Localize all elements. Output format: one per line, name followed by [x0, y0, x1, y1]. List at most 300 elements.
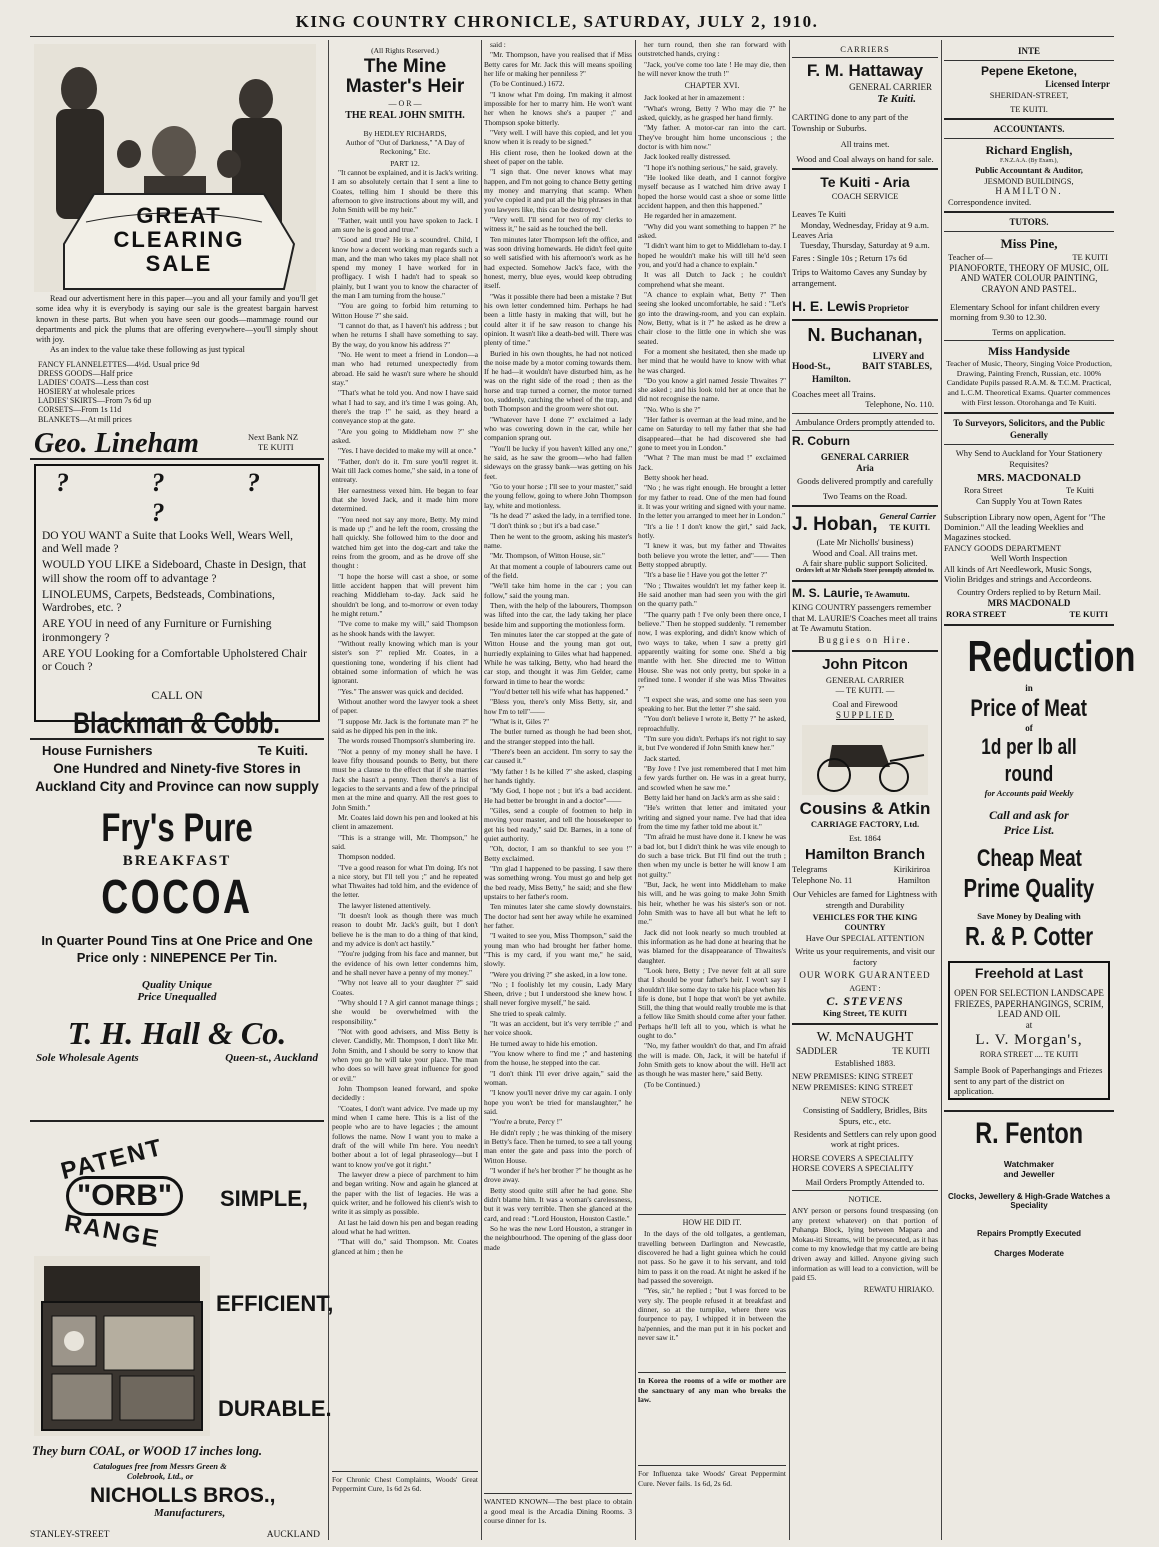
story-paragraph: "Good and true? He is a scoundrel. Child, I know how a decent working man regards such a man, and the man who takes my place shall not spend my money I have worked for in profligacy. I wish I hadn't had to speak so plainly, but I want you to know the character of the man I am turning from the house." [332, 235, 478, 301]
new-premises: NEW PREMISES: KING STREET [792, 1071, 913, 1082]
story-paragraph: "It cannot be explained, and it is Jack's writing. I am so absolutely certain that I sent a line to Coates, telling him I should be there this afternoon to give instructions about my will, and John Smith will be my heir." [332, 167, 478, 215]
story-paragraph: "Why should I ? A girl cannot manage things ; she would be overwhelmed with the responsibility." [332, 998, 478, 1026]
pitcon-carrier: GENERAL CARRIER [825, 674, 905, 685]
story-paragraph: "Whatever have I done ?" exclaimed a lady who was cowering down in the car, while her companion sprang out. [484, 414, 632, 443]
story-paragraph: "Oh, doctor, I am so thankful to see you !" Betty exclaimed. [484, 844, 632, 863]
sale-intro: Read our advertisment here in this paper—you and all your family and you'll get some idea why it is everybody is saying our sale is the greatest bargain harvest known in these parts. But when you have seen our goods—mammage round our departments and pick the plums that are offering everywhere—you'll simply shout with joy. [36, 294, 318, 344]
te-kuiti-label: Te Kuiti. [257, 743, 308, 759]
story-author: Author of "Out of Darkness," "A Day of Reckoning," Etc. [345, 137, 465, 156]
buchanan-hamilton: Hamilton. [812, 373, 851, 384]
hattaway-town: Te Kuiti. [877, 93, 916, 106]
story-paragraph: She tried to speak calmly. [490, 1008, 567, 1018]
story-paragraph: The words roused Thompson's slumbering ire. [338, 736, 476, 746]
special-attention: Have Our SPECIAL ATTENTION [805, 933, 925, 944]
pitcon-name: John Pitcon [822, 656, 908, 674]
correspondence: Correspondence invited. [948, 196, 1032, 207]
sale-item: LADIES' SKIRTS—From 7s 6d up [38, 396, 152, 406]
clocks-jewellery: Clocks, Jewellery & High-Grade Watches a Speciality [948, 1191, 1110, 1211]
house-furnishers: House Furnishers [42, 743, 153, 759]
subscription-library: Subscription Library now open, Agent for "The Dominion." All the leading Weeklies and Magazines stocked. [944, 511, 1106, 543]
teacher-of: Teacher of— [948, 252, 993, 263]
stevens-name: C. STEVENS [826, 993, 904, 1008]
new-premises: NEW PREMISES: KING STREET [792, 1081, 913, 1092]
story-paragraph: The butler turned as though he had been shot, and the stranger stepped into the hall. [484, 727, 632, 746]
story-paragraph: her turn round, then she ran forward with outstretched hands, crying : [638, 40, 786, 59]
interpreter-heading: INTE [1017, 46, 1040, 56]
range-label: RANGE [62, 1209, 163, 1254]
story-paragraph: "It doesn't look as though there was much reason to doubt Mr. Jack's guilt, but I don't believe he is the man to do a thing of that kind, and my advice is don't act hastily." [332, 911, 478, 949]
furniture-question: DO YOU WANT a Suite that Looks Well, Wears Well, and Well made ? [42, 530, 293, 556]
reduction-in: in [1025, 683, 1033, 694]
fenton-name: R. Fenton [975, 1117, 1083, 1151]
fnzaa: F.N.Z.A.A. (By Exam.), [999, 157, 1058, 164]
fair-share: A fair share public support Solicited. [802, 557, 928, 568]
buchanan-telephone: Telephone, No. 110. [865, 399, 934, 410]
story-paragraph: It was all Dutch to Jack ; he couldn't comprehend what she meant. [638, 270, 786, 289]
king-street: King Street, TE KUITI [822, 1008, 908, 1019]
cousins-atkin: Cousins & Atkin [799, 798, 931, 818]
column-ads-left [30, 40, 334, 1545]
story-paragraph: "Without really knowing which man is your sister's son ?" replied Mr. Coates, in a questioning tone, wondering if his client had obtained some information of which he was ignorant. [332, 638, 478, 686]
story-paragraph: "Yes. I have decided to make my will at once." [338, 446, 477, 456]
story-paragraph: Ten minutes later the car stopped at the gate of Witton House and the young man got out, hurriedly explaining to Giles what had happened. While he was talking, Betty, who had heard the car stop, and thought it was Jim Gelder, came forward in time to hear the words: [484, 630, 632, 686]
goods-delivered: Goods delivered promptly and carefully [797, 476, 933, 487]
write-us: Write us your requirements, and visit our factory [795, 946, 935, 967]
coburn-carrier: GENERAL CARRIER [820, 451, 910, 462]
column-divider [789, 40, 790, 1540]
story-paragraph: He regarded her in amazement. [644, 211, 737, 221]
sale-banner: GREAT CLEARING SALE [113, 203, 245, 276]
coach-service: COACH SERVICE [831, 190, 899, 201]
story-paragraph: "It's a lie ! I don't know the girl," said Jack, hotly. [638, 521, 786, 541]
public-accountant: Public Accountant & Auditor, [975, 165, 1083, 176]
queen-st: Queen-st., Auckland [225, 1052, 318, 1065]
story-paragraph: "But, Jack, he went into Middleham to make his will, and he was going to make John Smith his heir, whether he was his sister's son or not. John Smith was to have all but what he left to me." [638, 879, 786, 927]
story-paragraph: "Yes, sir," he replied ; "but I was forced to be very sly. The people refused it at breakfast and dinner, so at the turnpike, where there was fourpence to pay, I whipped it in between the ha'pennies, and the man put it in his pocket and never saw it." [638, 1286, 786, 1342]
english-hamilton: HAMILTON. [995, 185, 1063, 196]
rora-street-2: RORA STREET [946, 608, 1007, 619]
story-paragraph: "Are you going to Middleham now ?" she asked. [332, 426, 478, 446]
pepene-town: TE KUITI. [1010, 103, 1048, 114]
nicholls-bros: NICHOLLS BROS., [90, 1484, 276, 1507]
story-paragraph: "The quarry path ! I've only been there once, I believe." Then he stopped suddenly. "I remember now, I was exploring, and didn't know which of two ways to take, when I saw a pretty girl apparently waiting for some one. She'd a big mantle with her. She directed me to Witton House. She was not only pretty, but spoke in a refined tone. I wonder if she was Miss Thwaites ?" [638, 609, 786, 694]
story-paragraph: "You're a brute, Percy !" [490, 1117, 563, 1127]
vehicles-king-country: VEHICLES FOR THE KING COUNTRY [812, 913, 918, 933]
story-paragraph: "My father ! Is he killed ?" she asked, clasping her hands tightly. [484, 766, 632, 785]
korea-note: In Korea the rooms of a wife or mother are the sanctuary of any man who breaks the law. [638, 1376, 786, 1405]
story-paragraph: "Mr. Thompson, of Witton House, sir." [490, 551, 605, 561]
waitomo-trips: Trips to Waitomo Caves any Sunday by arrangement. [792, 267, 927, 288]
macdonald-town-2: TE KUITI [1069, 608, 1108, 619]
carriers-heading: CARRIERS [840, 44, 890, 54]
story-paragraph: "A chance to explain what, Betty ?" Then seeing she looked uncomfortable, he said : "Let's go into the drawing-room, and you can explain. Now, Betty, what is it ?" he asked as he drew a chair close to the little one in which she was seated. [638, 289, 786, 346]
new-stock: NEW STOCK [840, 1095, 890, 1105]
sale-item: HOSIERY at wholesale prices [38, 387, 135, 397]
furniture-question: ARE YOU in need of any Furniture or Furnishing ironmongery ? [42, 618, 272, 644]
story-part: PART 12. [390, 158, 420, 168]
surveyors-heading: To Surveyors, Solicitors, and the Public Generally [953, 417, 1105, 440]
jesmond-buildings: JESMOND BUILDINGS, [984, 175, 1074, 186]
sale-illustration [34, 44, 316, 292]
story-by: By HEDLEY RICHARDS, [363, 128, 447, 138]
story-paragraph: "You're judging from his face and manner, but the evidence of his own letter condemns him, and he shall never have a penny of my money." [332, 949, 478, 978]
column-story-3 [638, 40, 786, 1545]
story-paragraph: "That will do," said Thompson. Mr. Coates glanced at him ; then he [332, 1237, 478, 1256]
story-paragraph: (To be Continued.) [644, 1079, 700, 1089]
furniture-question: LINOLEUMS, Carpets, Bedsteads, Combinations, Wardrobes, etc. ? [42, 588, 275, 615]
hoban-te-kuiti: TE KUITI. [889, 522, 930, 533]
established-1883: Established 1883. [834, 1057, 896, 1068]
masthead: KING COUNTRY CHRONICLE, SATURDAY, JULY 2, 1910. [295, 12, 819, 31]
bait-stables: BAIT STABLES, [862, 361, 932, 372]
story-paragraph: "No ; he was right enough. He brought a letter for my father to read. One of the men had found it. It was your writing and signed with your name. In the letter you arranged to meet her in London." [638, 483, 786, 521]
story-body [484, 40, 632, 1490]
story-paragraph: Then, with the help of the labourers, Thompson was lifted into the car, the lady taking her place beside him and supporting the motionless form. [484, 601, 632, 629]
story-paragraph: Mr. Coates laid down his pen and looked at his client in amazement. [332, 812, 478, 832]
cheap-meat: Cheap Meat [976, 844, 1082, 872]
story-paragraph: "There's been an accident. I'm sorry to say the car caused it." [484, 746, 632, 766]
story-paragraph: "I've come to make my will," said Thompson as he shook hands with the lawyer. [332, 619, 478, 638]
frys-cocoa-ad [30, 760, 324, 1116]
story-paragraph: "It was an accident, but it's very terrible ;" and her voice shook. [484, 1019, 632, 1038]
story-paragraph: Jack looked really distressed. [644, 152, 731, 162]
story-paragraph: "I expect she was, and some one has seen you speaking to her. But the letter ?" she said. [638, 694, 786, 713]
vehicles-famed: Our Vehicles are famed for Lightness with strength and Durability [792, 889, 938, 910]
work-guaranteed: OUR WORK GUARANTEED [799, 970, 931, 981]
fares: Fares : Single 10s ; Return 17s 6d [792, 252, 907, 263]
story-paragraph: "Do you know a girl named Jessie Thwaites ?" she asked ; and his look told her at once that he did not recognise the name. [638, 375, 786, 404]
story-paragraph: "I hope the horse will cast a shoe, or some little accident happen that will prevent him reaching Middleham to-day. Jack said he shouldn't be long, and to-morrow or even today he might return." [332, 571, 478, 618]
sale-item: DRESS GOODS—Half price [38, 368, 133, 378]
story-body [638, 93, 786, 1211]
story-paragraph: "No ; I foolishly let my cousin, Lady Mary Sheen, drive ; but I understood she knew how. I shall never forgive myself," he said. [484, 979, 632, 1008]
story-paragraph: "I'm sure you didn't. Perhaps it's not right to say it, but I've wondered if John Smith knew her." [638, 733, 786, 753]
sale-item: BLANKETS—At mill prices [38, 414, 132, 424]
accountants-heading: ACCOUNTANTS. [993, 124, 1065, 135]
macdonald-name: MRS. MACDONALD [977, 471, 1081, 484]
story-paragraph: "Giles, send a couple of footmen to help in moving your master, and tell the housekeeper to get his bed ready," said Dr. Barnes, in a tone of quiet authority. [484, 805, 632, 843]
buggies-hire: Buggies on Hire. [818, 635, 912, 646]
orb-label: "ORB" [66, 1176, 183, 1216]
hamilton-town: Hamilton [897, 875, 930, 886]
story-paragraph: Betty stood quite still after he had gone. She didn't blame him. It was a woman's carelessness, but it was very terrible. Then she glanced at the card, and read : "Lord Houston, Houston Castle." [484, 1185, 632, 1223]
fancy-goods: FANCY GOODS DEPARTMENT [944, 542, 1062, 553]
furniture-question: ARE YOU Looking for a Comfortable Upholstered Chair or Couch ? [42, 647, 307, 673]
story-paragraph: For a moment she hesitated, then she made up her mind that he would have to know with what he was charged. [638, 346, 786, 375]
story-paragraph: "Bless you, there's only Miss Betty, sir, and how I'm to tell"—— [484, 697, 632, 716]
pine-town: TE KUITI [1072, 252, 1108, 263]
price-unequalled: Price Unequalled [137, 991, 217, 1004]
pine-subjects: PIANOFORTE, THEORY OF MUSIC, OIL AND WATER COLOUR PAINTING, CRAYON AND PASTEL. [949, 263, 1109, 294]
hoban-wood-coal: Wood and Coal. All trains met. [812, 547, 918, 558]
leaves-aria: Leaves Aria [792, 230, 833, 241]
freehold-title: Freehold at Last [974, 964, 1084, 981]
story-paragraph: "Her father is overman at the lead mine, and he came on Saturday to tell my father that she had disappeared—that he had discovered she had gone to meet you in London." [638, 415, 786, 453]
story-paragraph: "You are going to forbid him returning to Witton House ?" she said. [332, 301, 478, 320]
story-paragraph: "By Jove ! I've just remembered that I met him a few yards further on. He was in a great hurry, and scowled when he saw me." [638, 763, 786, 792]
open-for-selection: OPEN FOR SELECTION LANDSCAPE FRIEZES, PAPERHANGINGS, SCRIM, LEAD AND OIL [954, 987, 1104, 1020]
story-paragraph: "Jack, you've come too late ! He may die, then he will never know the truth !" [638, 59, 786, 78]
hoban-name: J. Hoban, [792, 514, 878, 536]
story-paragraph: "I cannot do that, as I haven't his address ; but when he returns I shall have something to say. By the way, do you know his address ?" [332, 321, 478, 349]
lewis-name: H. E. Lewis [792, 297, 866, 314]
rp-cotter: R. & P. Cotter [964, 921, 1094, 952]
story-title-1: The Mine [363, 56, 447, 77]
sale-index: As an index to the value take these following as just typical [50, 345, 245, 355]
horse-covers: HORSE COVERS A SPECIALITY [792, 1152, 914, 1163]
story-paragraph: John Thompson leaned forward, and spoke decidedly : [332, 1084, 478, 1103]
handyside-text: Teacher of Music, Theory, Singing Voice Production, Drawing, Painting French, Russian, etc. 100% Candidate Pupils passed R.A.M. & T.C.M. Practical, and L.C.M. Theoretical Exams. Quarter commences with First lesson. Otorohanga and Te Kuiti. [946, 358, 1112, 408]
story-paragraph: "Not a penny of my money shall he have. I leave fifty thousand pounds to Betty, but there must be a clause to the effect that if she marries Jack she hasn't a penny. Then there's a list of legacies to the servants and a few of the principal men at the mine and quarry. All the rest goes to John Smith." [332, 746, 478, 812]
story-paragraph: "My father. A motor-car ran into the cart. They've brought him home unconscious ; the doctor is with him now." [638, 123, 786, 151]
telegrams: Telegrams [792, 864, 828, 875]
story-subtitle: THE REAL JOHN SMITH. [345, 109, 465, 121]
pepene-name: Pepene Eketone, [980, 63, 1078, 78]
story-paragraph: Ten minutes later she came slowly downstairs. The doctor had sent her away while he examined her father. [484, 902, 632, 930]
prime-quality: Prime Quality [963, 872, 1095, 903]
patent-label: PATENT [58, 1133, 167, 1186]
wood-coal: Wood and Coal always on hand for sale. [796, 153, 934, 164]
notice-heading: NOTICE. [848, 1193, 882, 1204]
story-paragraph: "Coates, I don't want advice. I've made up my mind when I came here. This is a list of the people who are to have legacies ; the amount follows the name. Now I want you to make a draft of the will while I'm here. You needn't bother about a lot of legal phraseology—but I want to know you've got it right." [332, 1103, 478, 1169]
hoban-general-carrier: General Carrier [879, 511, 936, 522]
story-paragraph: "Not with good advisers, and Miss Betty is clever. Candidly, Mr. Thompson, I don't like Mr. John Smith, and I should be sorry to know that when you go he will take your place. The man who does so will have great influence for good or evil." [332, 1027, 478, 1083]
rewatu-hiriako: REWATU HIRIAKO. [863, 1284, 934, 1294]
story-paragraph: "He's written that letter and imitated your writing and signed your name. I've had that idea from the time my father told me about it." [638, 803, 786, 831]
needlework: All kinds of Art Needlework, Music Songs, Violin Bridges and strings and Accordeons. [944, 563, 1092, 584]
simple-label: SIMPLE, [220, 1186, 309, 1211]
horse-covers: HORSE COVERS A SPECIALITY [792, 1163, 914, 1174]
sale-item: LADIES' COATS—Less than cost [38, 377, 149, 387]
story-paragraph: The lawyer listened attentively. [338, 900, 431, 910]
story-paragraph: "No, my father wouldn't do that, and I'm afraid the will is made. Oh, Jack, it will be hateful if John Smith gets to know about the will. He'll act as though he was master here," said Betty. [638, 1041, 786, 1079]
hattaway-name: F. M. Hattaway [806, 61, 924, 81]
orb-range-ad [30, 1126, 334, 1526]
story-body [332, 168, 478, 1468]
story-paragraph: "Very well. I will have this copied, and let you know when it is ready to be signed." [484, 127, 632, 147]
trespass-notice: ANY person or persons found trespassing (on any pretext whatever) on that portion of Puhanga Block, lying between Mapara and Mokau-iti Streams, will be prosecuted, as it has come to my knowledge that my cattle are being driven away and killed. Anyone giving such information as will lead to a conviction, will be paid £5. [792, 1206, 938, 1283]
story-paragraph: "I didn't want him to get to Middleham to-day. I hoped he wouldn't make his will till he'd seen you, and you'd had a chance to explain." [638, 241, 786, 269]
story-body [638, 40, 786, 78]
manufacturers: Manufacturers, [154, 1507, 226, 1519]
aria-title: Te Kuiti - Aria [820, 173, 910, 190]
story-paragraph: "I suppose Mr. Jack is the fortunate man ?" he said as he dipped his pen in the ink. [332, 716, 478, 735]
story-paragraph: "Look here, Betty ; I've never felt at all sure that I should be your father's heir. I won't say I shouldn't like some day to take his place when his life is done, but I hope that won't be yet awhile. Still, the thing that would really trouble me is that a fellow like Smith should come after your father. Perhaps he'll left all to you, which is what he ought to do." [638, 965, 786, 1041]
story-paragraph: "I know what I'm doing. I'm making it almost impossible for her to marry him. He won't want her when he knows she's a pauper ;" and Thompson spoke bitterly. [484, 89, 632, 127]
residents-settlers: Residents and Settlers can rely upon good work at right prices. [793, 1129, 937, 1150]
story-paragraph: "Father, wait until you have spoken to Jack. I am sure he is good and true." [332, 215, 478, 234]
story-paragraph: "No ; Thwaites wouldn't let my father keep it. He said another man had seen you with the girl on the quarry path." [638, 580, 786, 609]
tutors-heading: TUTORS. [1009, 217, 1049, 228]
laurie-town: Te Awamutu. [864, 589, 910, 599]
wanted-known-footer: WANTED KNOWN—The best place to obtain a good meal is the Arcadia Dining Rooms. 3 course dinner for 1s. [484, 1497, 632, 1526]
quality-unique: Quality Unique [142, 979, 212, 992]
chapter-heading: CHAPTER XVI. [684, 81, 740, 91]
coaches-meet: Coaches meet all Trains. [792, 388, 876, 399]
rora-street-3: RORA STREET .... TE KUITI [979, 1049, 1079, 1059]
story-paragraph: He turned away to hide his emotion. [490, 1038, 598, 1048]
story-paragraph: Jack did not look nearly so much troubled at this information as he had done at hearing that he was blamed for the disappearance of Thwaites's daughter. [638, 927, 786, 965]
column-divider [481, 40, 482, 1540]
hattaway-carrier: GENERAL CARRIER [849, 82, 932, 93]
story-paragraph: Jack started. [644, 753, 681, 763]
story-paragraph: "I wonder if he's her brother ?" he thought as he drove away. [484, 1166, 632, 1185]
story-paragraph: "You know where to find me ;" and hastening from the house, he stepped into the car. [484, 1049, 632, 1068]
sample-book: Sample Book of Paperhangings and Friezes sent to any part of the district on application. [954, 1065, 1103, 1096]
save-money: Save Money by Dealing with [977, 910, 1081, 921]
story-paragraph: "We'll take him home in the car ; you can follow," said the young man. [484, 581, 632, 600]
pitcon-town: — TE KUITI. — [835, 684, 895, 695]
story-paragraph: "I sign that. One never knows what may happen, and I'm not going to chance Betty getting my money and marrying that scamp. When you've copied it and put all the big phrases in that you lawyers like, this can be destroyed." [484, 167, 632, 214]
supplied-label: SUPPLIED [835, 709, 894, 720]
story-paragraph: "That's what he told you. And now I have said what I had to say, and it's time I was going. Ah, there's the trap !" he said, as they heard a conveyance stop at the gate. [332, 388, 478, 426]
story-paragraph: "I'm afraid he must have done it. I knew he was a bad lot, but I didn't think he was vile enough to do such a base trick. But I'll find out the truth ; then when my uncle is better he will know I am not guilty." [638, 832, 786, 879]
charges-moderate: Charges Moderate [994, 1248, 1064, 1258]
column-professional [944, 40, 1136, 1545]
auckland-label: AUCKLAND [266, 1530, 320, 1540]
story-paragraph: "Go to your horse ; I'll see to your master," said the young fellow, going to where John Thompson lay, white and motionless. [484, 482, 632, 510]
story-paragraph: "I hope it's nothing serious," he said, gravely. [644, 162, 778, 172]
blackman-cobb-name: Blackman & Cobb. [73, 707, 281, 741]
lineham-town: TE KUITI [258, 441, 294, 452]
story-paragraph: "I've a good reason for what I'm doing. It's not a nice story, but I'll tell you ;" and he repeated what Thwaites had told him, and the evidence of the letter. [332, 862, 478, 900]
leaves-te-kuiti: Leaves Te Kuiti [792, 209, 847, 220]
repairs-executed: Repairs Promptly Executed [976, 1229, 1082, 1239]
orders-left: Orders left at Mr Nicholls Store promptly attended to. [795, 568, 935, 575]
price-of-meat: Price of Meat [970, 695, 1088, 723]
and-jeweller: and Jeweller [1003, 1169, 1055, 1180]
story-paragraph: "Yes." The answer was quick and decided. [338, 686, 464, 696]
watchmaker: Watchmaker [1003, 1158, 1055, 1169]
question-marks: ? ? ? ? [56, 468, 298, 527]
sale-item: CORSETS—From 1s 11d [38, 405, 122, 415]
sole-agents: Sole Wholesale Agents [36, 1052, 139, 1065]
story-paragraph: Jack looked at her in amazement : [644, 93, 745, 103]
story-paragraph: "No. Who is she ?" [644, 404, 701, 414]
cocoa-label: COCOA [101, 871, 253, 925]
column-divider [941, 40, 942, 1540]
story-paragraph: So he was the new Lord Houston, a stranger in the neighbourhood. The opening of the glass door made [484, 1224, 632, 1252]
story-paragraph: Her earnestness vexed him. He began to fear that she loved Jack, and it made him more determined. [332, 485, 478, 514]
story-paragraph: "No. He went to meet a friend in London—a man who had returned unexpectedly from abroad. He said he wasn't sure where he should stay." [332, 350, 478, 388]
column-divider [635, 40, 636, 1540]
consisting-of: Consisting of Saddlery, Bridles, Bits Spurs, etc., etc. [802, 1105, 928, 1126]
story-paragraph: "This is a strange will, Mr. Thompson," he said. [332, 832, 478, 851]
price-list: Price List. [1003, 823, 1055, 838]
quarter-pound: In Quarter Pound Tins at One Price and One Price only : NINEPENCE Per Tin. [41, 933, 313, 966]
carriage-factory: CARRIAGE FACTORY, Ltd. [810, 819, 920, 830]
call-on: CALL ON [151, 688, 203, 703]
story-paragraph: "I waited to see you, Miss Thompson," said the young man who had brought her father home. "This is my card, if you want me," he said, slowly. [484, 931, 632, 969]
rora-street: Rora Street [964, 485, 1003, 496]
macdonald-name-2: MRS MACDONALD [987, 597, 1071, 608]
buchanan-name: N. Buchanan, [807, 324, 923, 345]
range-stove-illustration [34, 1256, 210, 1436]
coburn-aria: Aria [856, 462, 874, 473]
all-trains: All trains met. [840, 139, 890, 150]
story-paragraph: Buried in his own thoughts, he had not noticed the noise made by a motor coming towards them. If he had—it wouldn't have disturbed him, as he was on the right side of the road ; then as the horse and trap turned a corner, the motor turned too, suddenly, catching the wheel of the trap, and both Thompson and the groom were shot out. [484, 348, 632, 414]
th-hall-name: T. H. Hall & Co. [67, 1015, 287, 1052]
lineham-next: Next Bank NZ [248, 431, 299, 442]
leaves-aria-days: Tuesday, Thursday, Saturday at 9 a.m. [800, 240, 930, 251]
story-paragraph: Without another word the lawyer took a sheet of paper. [332, 696, 478, 716]
breakfast-label: BREAKFAST [122, 853, 232, 870]
accounts-weekly: for Accounts paid Weekly [984, 788, 1074, 799]
story-paragraph: At that moment a couple of labourers came out of the field. [484, 561, 632, 581]
story-paragraph: Thompson nodded. [338, 852, 396, 862]
story-paragraph: "I don't think so ; but it's a bad case." [490, 521, 600, 531]
well-worth: Well Worth Inspection [990, 553, 1068, 564]
mcnaught-town: TE KUITI [892, 1045, 930, 1056]
pine-name: Miss Pine, [1000, 236, 1058, 252]
agent-label: AGENT : [849, 984, 881, 994]
stores-line: One Hundred and Ninety-five Stores in Auckland City and Province can now supply [35, 761, 319, 795]
durable-label: DURABLE. [218, 1396, 332, 1421]
story-paragraph: "I don't think I'll ever drive again," said the woman. [484, 1068, 632, 1088]
saddler-label: SADDLER [796, 1045, 838, 1056]
reduction: Reduction [967, 631, 1136, 681]
story-paragraph: In the days of the old tollgates, a gentleman, travelling between Darlington and Newcastle, discovered he had a light guinea which he could not pass. So he gave it to his servant, and told him to pass it on the road. At night he asked if he had passed the sovereign. [638, 1229, 786, 1285]
story-paragraph: The lawyer drew a piece of parchment to him and began writing. Now and again he glanced at the paper with the list of legacies. He was a quick writer, and he followed his client's wish to write it as simply as possible. [332, 1170, 478, 1217]
story-paragraph: (To be Continued.) 1672. [490, 79, 565, 89]
call-and-ask: Call and ask for [989, 808, 1069, 823]
livery-label: LIVERY and [872, 350, 924, 361]
column-story-2 [484, 40, 632, 1545]
ambulance-orders: Ambulance Orders promptly attended to. [795, 416, 935, 427]
morgan-name: L. V. Morgan's, [975, 1032, 1083, 1049]
story-title-2: Master's Heir [345, 75, 465, 97]
leaves-te-kuiti-days: Monday, Wednesday, Friday at 9 a.m. [800, 219, 930, 230]
story-paragraph: His client rose, then he looked down at the sheet of paper on the table. [484, 147, 632, 166]
story-paragraph: "You don't believe I wrote it, Betty ?" he asked, reproachfully. [638, 714, 786, 733]
story-paragraph: "Was it possible there had been a mistake ? But his own letter condemned him. Perhaps he had been a little hasty in making that will, but he could alter it if he saw reason to change his opinion. It wasn't like a death-bed will. There was plenty of time." [484, 291, 632, 348]
story-or: — O R — [388, 98, 422, 108]
influenza-footer: For Influenza take Woods' Great Peppermint Cure. Never fails. 1s 6d, 2s 6d. [638, 1469, 786, 1488]
story-paragraph: "What ? The man must be mad !" exclaimed Jack. [638, 453, 786, 472]
column-carriers [792, 40, 938, 1545]
lewis-proprietor: Proprietor [867, 302, 909, 313]
story-paragraph: "What's wrong, Betty ? Who may die ?" he asked, quickly, as he grasped her hand firmly. [638, 103, 786, 122]
terms-application: Terms on application. [992, 326, 1066, 337]
laurie-text: KING COUNTRY passengers remember that M. LAURIE'S Coaches meet all trains at Te Awamutu Station. [792, 602, 938, 633]
supply-you: Can Supply You at Town Rates [976, 496, 1082, 507]
coburn-name: R. Coburn [792, 433, 850, 448]
hamilton-branch: Hamilton Branch [804, 846, 925, 864]
laurie-name: M. S. Laurie, [792, 585, 863, 600]
burn-coal-line: They burn COAL, or WOOD 17 inches long. [32, 1444, 263, 1458]
story-paragraph: "Father, don't do it. I'm sure you'll regret it. Wait till Jack comes home," she said, in a tone of entreaty. [332, 456, 478, 485]
story-paragraph: At last he laid down his pen and began reading aloud what he had written. [332, 1217, 478, 1236]
chest-complaints-footer: For Chronic Chest Complaints, Woods' Great Peppermint Cure, 1s 6d 2s 6d. [332, 1474, 478, 1494]
how-he-did-it-title: HOW HE DID IT. [682, 1218, 742, 1228]
hood-st: Hood-St., [792, 361, 831, 372]
stove-icon [34, 1256, 210, 1436]
carriage-icon [802, 725, 928, 795]
frys-pure: Fry's Pure [101, 806, 253, 851]
freehold-ad [948, 961, 1110, 1101]
kirikiriroa: Kirikiriroa [893, 864, 930, 875]
furniture-question: WOULD YOU LIKE a Sideboard, Chaste in Design, that will show the room off to advantage ? [42, 559, 307, 585]
mail-orders: Mail Orders Promptly Attended to. [805, 1176, 925, 1187]
story-paragraph: "You need not say any more, Betty. My mind is made up ;" and he left the room, crossing the hall quickly. She followed him to the door and watched him get into the dog-cart and take the reins from the groom, and as he drove off she thought : [332, 514, 478, 571]
story-paragraph: "He looked like death, and I cannot forgive myself because as I watched him drive away I hoped the horse would cast a shoe or some little accident happen, and then this happened." [638, 172, 786, 210]
carting-line: CARTING done to any part of the Township or Suburbs. [792, 112, 909, 133]
story-paragraph: said : [490, 40, 506, 49]
catalogues-line: Catalogues free from Messrs Green & Colebrook, Ltd., or [93, 1461, 227, 1481]
one-penny-per-lb: 1d per lb all round [981, 734, 1077, 787]
blackman-cobb-ad [34, 464, 320, 759]
est-1864: Est. 1864 [848, 832, 882, 843]
